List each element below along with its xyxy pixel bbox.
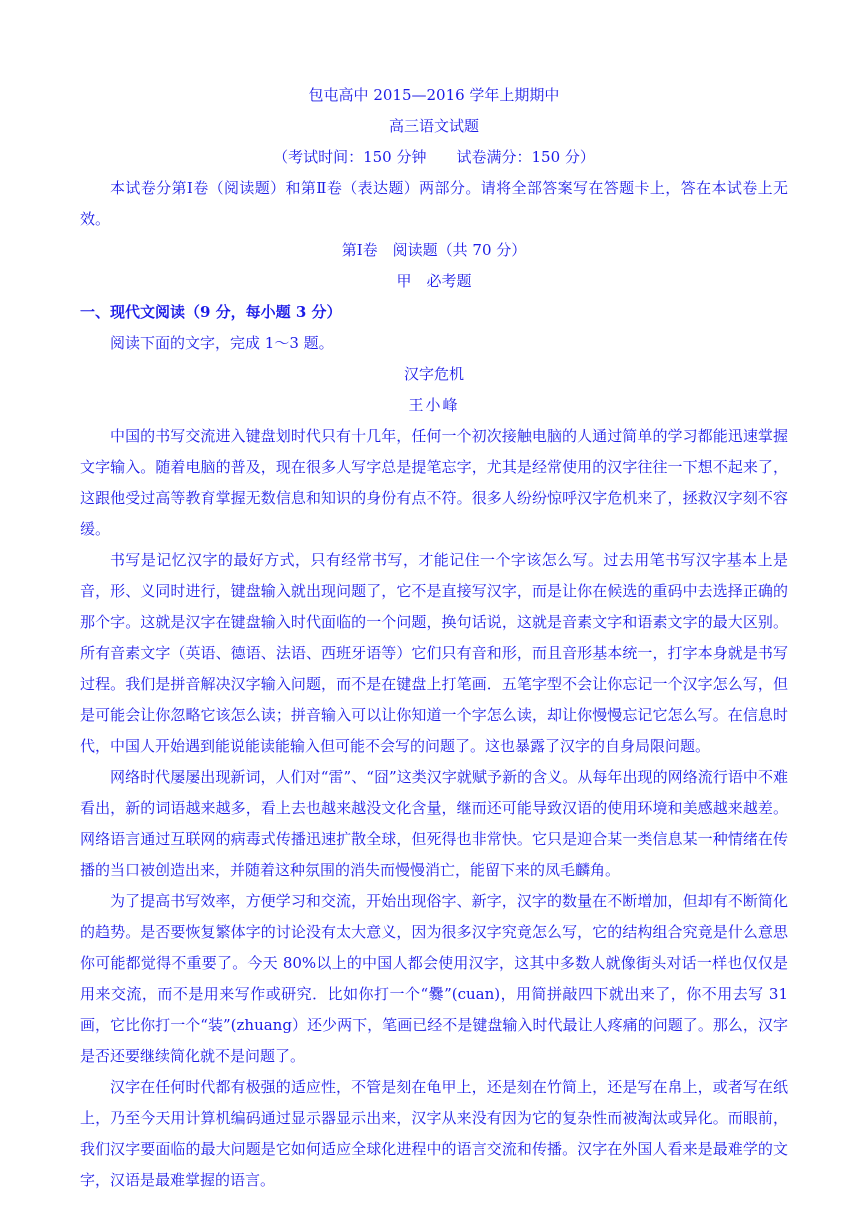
article-author: 王小峰 <box>408 396 460 414</box>
school-line: 包屯高中 2015—2016 学年上期期中 <box>308 86 560 104</box>
article-title: 汉字危机 <box>403 365 464 383</box>
article-paragraph: 汉字在任何时代都有极强的适应性，不管是刻在龟甲上，还是刻在竹简上，还是写在帛上，或者写在纸上，乃至今天用计算机编码通过显示器显示出来，汉字从来没有因为它的复杂性而被淘汰或异化。而眼前，我们汉字要面临的最大问题是它如何适应全球化进程中的语言交流和传播。汉字在外国人看来是最难学的文字，汉语是最难掌握的语言。 <box>80 1078 788 1189</box>
exam-title: 高三语文试题 <box>388 117 479 135</box>
section1-heading: 一、现代文阅读（9 分，每小题 3 分） <box>80 303 342 321</box>
section1-directive: 阅读下面的文字，完成 1～3 题。 <box>110 334 334 352</box>
page-content <box>80 80 788 1196</box>
part1-subtitle: 甲 必考题 <box>396 272 472 290</box>
article-paragraph: 网络时代屡屡出现新词，人们对“雷”、“囧”这类汉字就赋予新的含义。从每年出现的网络流行语中不难看出，新的词语越来越多，看上去也越来越没文化含量，继而还可能导致汉语的使用环境和美感越来越差。网络语言通过互联网的病毒式传播迅速扩散全球，但死得也非常快。它只是迎合某一类信息某一种情绪在传播的当口被创造出来，并随着这种氛围的消失而慢慢消亡，能留下来的凤毛麟角。 <box>80 768 788 879</box>
instructions: 本试卷分第Ⅰ卷（阅读题）和第Ⅱ卷（表达题）两部分。请将全部答案写在答题卡上，答在本试卷上无效。 <box>80 179 788 228</box>
article-paragraph: 为了提高书写效率，方便学习和交流，开始出现俗字、新字，汉字的数量在不断增加，但却有不断简化的趋势。是否要恢复繁体字的讨论没有太大意义，因为很多汉字究竟怎么写，它的结构组合究竟是什么意思你可能都觉得不重要了。今天 80%以上的中国人都会使用汉字，这其中多数人就像街头对话一样也仅仅是用来交流，而不是用来写作或研究．比如你打一个“爨”(cuan)，用简拼敲四下就出来了，你不用去写 31 画，它比你打一个“装”(zhuang）还少两下，笔画已经不是键盘输入时代最让人疼痛的问题了。那么，汉字是否还要继续简化就不是问题了。 <box>80 892 788 1065</box>
exam-meta: （考试时间：150 分钟 试卷满分：150 分） <box>273 148 595 166</box>
part1-title: 第Ⅰ卷 阅读题（共 70 分） <box>341 241 527 259</box>
article-paragraph: 中国的书写交流进入键盘划时代只有十几年，任何一个初次接触电脑的人通过简单的学习都能迅速掌握文字输入。随着电脑的普及，现在很多人写字总是提笔忘字，尤其是经常使用的汉字往往一下想不起来了，这跟他受过高等教育掌握无数信息和知识的身份有点不符。很多人纷纷惊呼汉字危机来了，拯救汉字刻不容缓。 <box>80 427 788 538</box>
article-paragraph: 书写是记忆汉字的最好方式，只有经常书写，才能记住一个字该怎么写。过去用笔书写汉字基本上是音，形、义同时进行，键盘输入就出现问题了，它不是直接写汉字，而是让你在候选的重码中去选择正确的那个字。这就是汉字在键盘输入时代面临的一个问题，换句话说，这就是音素文字和语素文字的最大区别。所有音素文字（英语、德语、法语、西班牙语等）它们只有音和形，而且音形基本统一，打字本身就是书写过程。我们是拼音解决汉字输入问题，而不是在键盘上打笔画．五笔字型不会让你忘记一个汉字怎么写，但是可能会让你忽略它该怎么读；拼音输入可以让你知道一个字怎么读，却让你慢慢忘记它怎么写。在信息时代，中国人开始遇到能说能读能输入但可能不会写的问题了。这也暴露了汉字的自身局限问题。 <box>80 551 788 755</box>
